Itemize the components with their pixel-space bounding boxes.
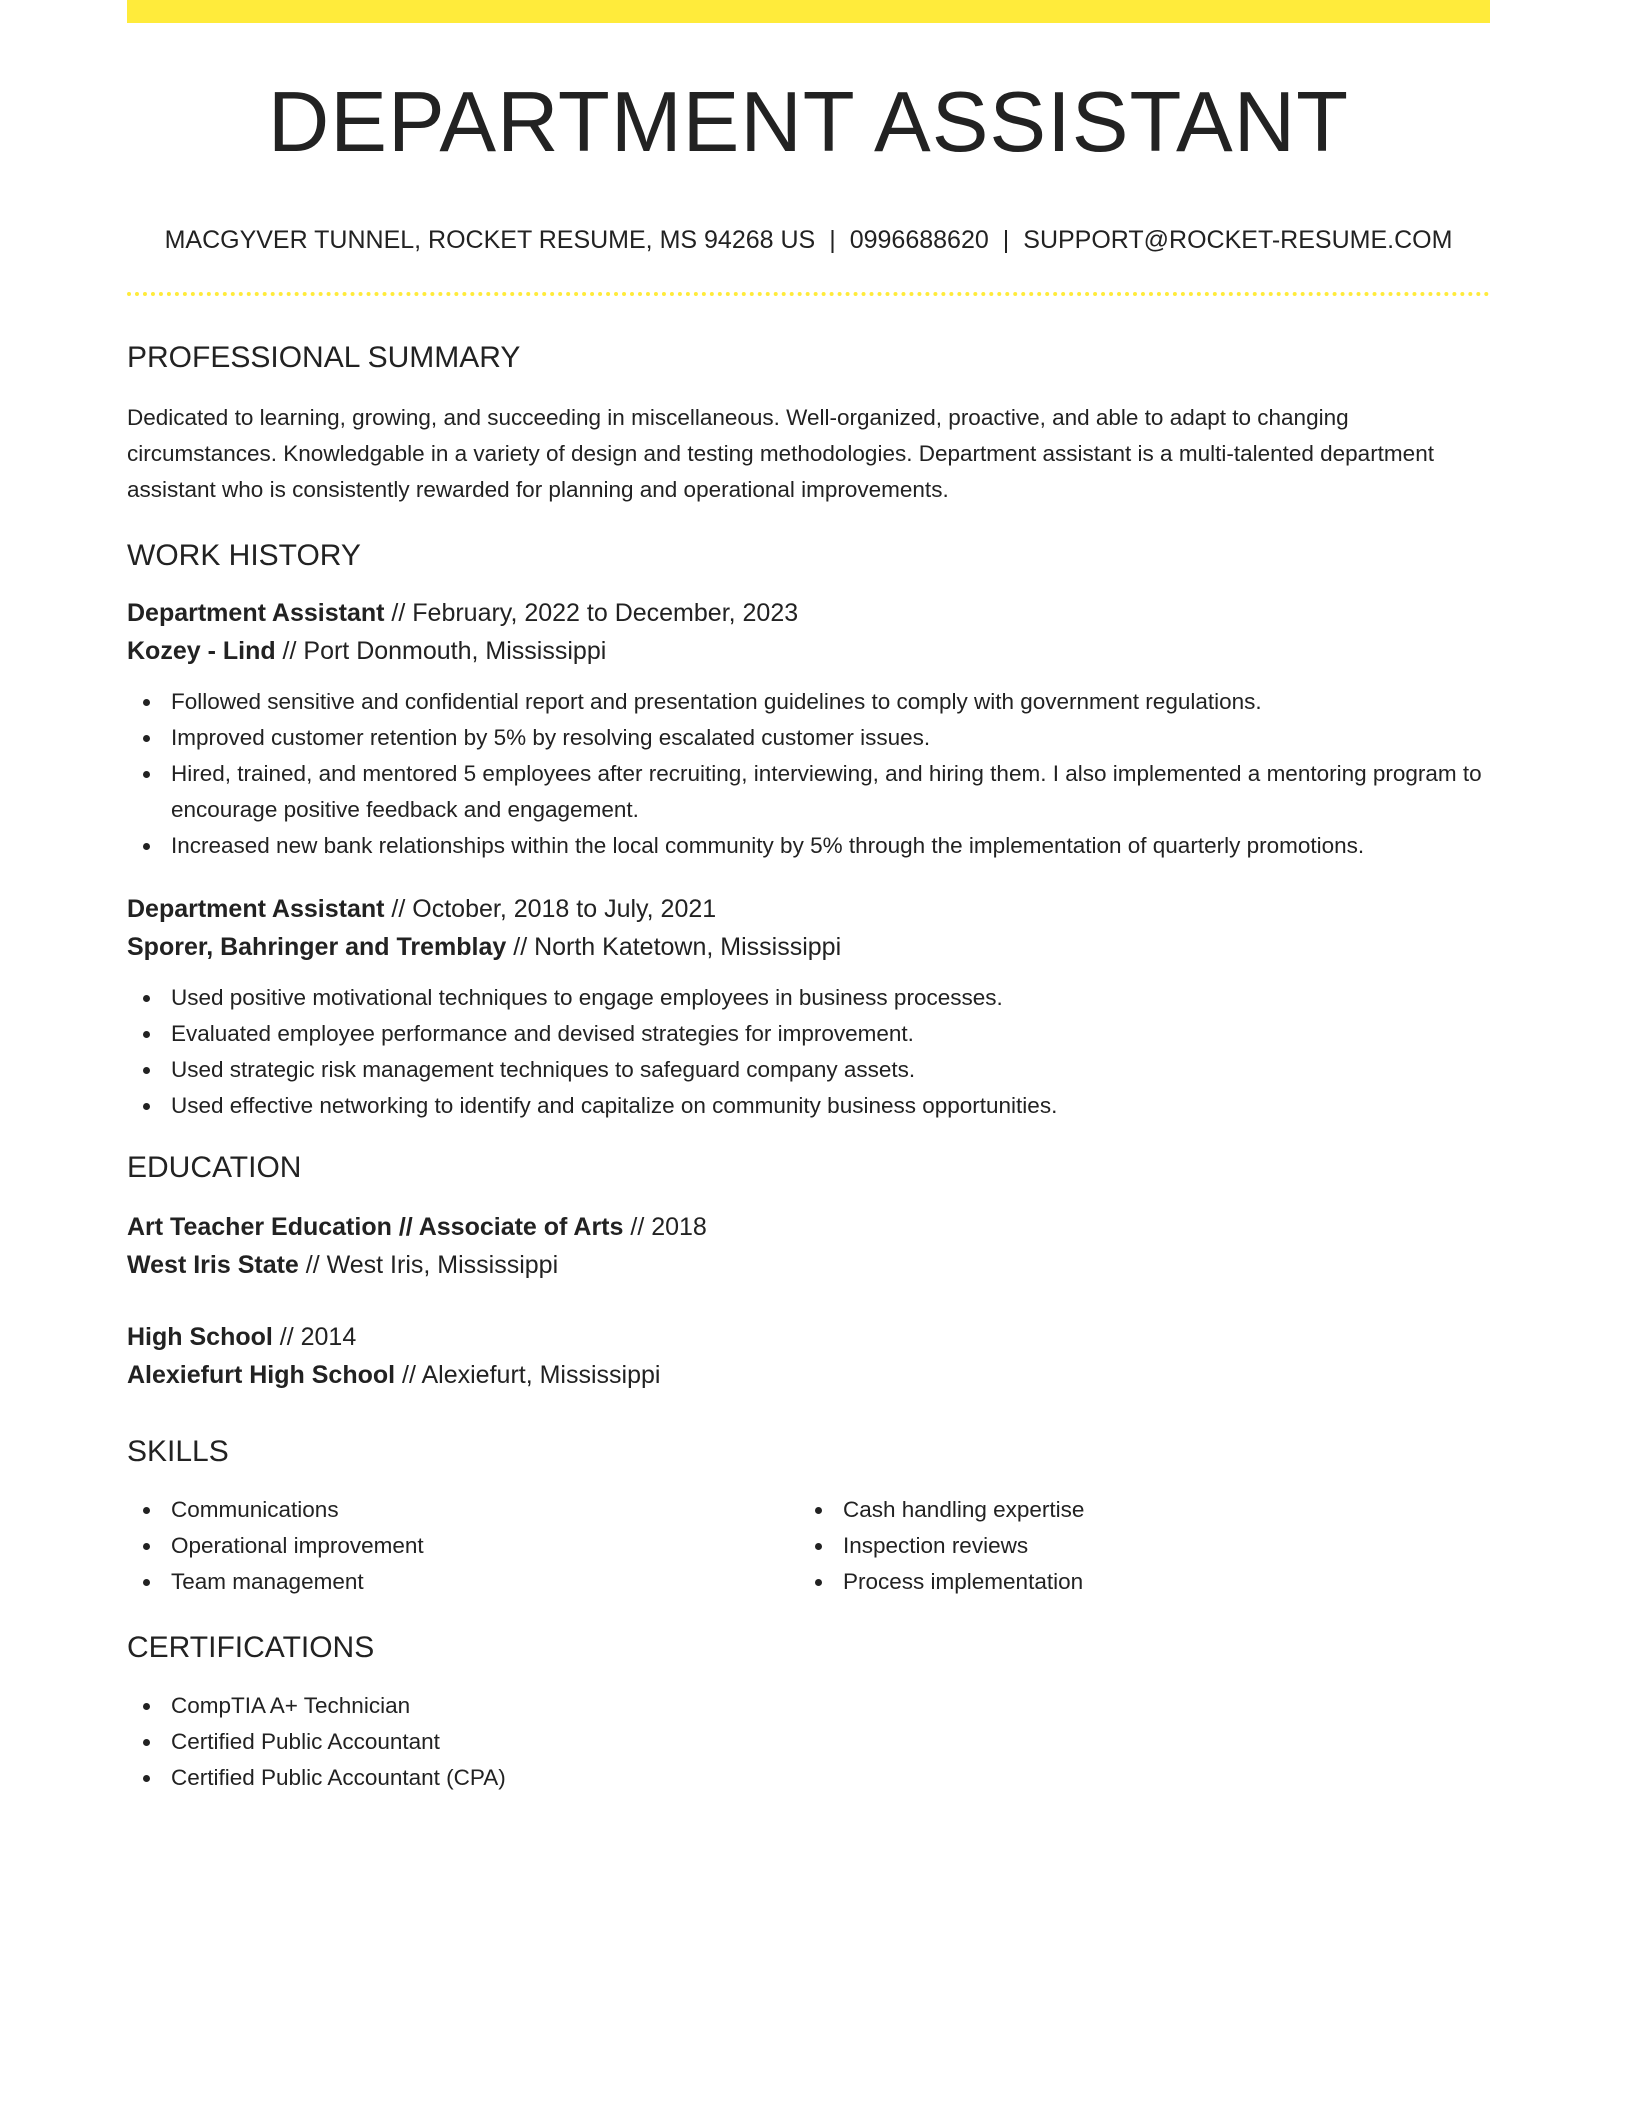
- contact-email: SUPPORT@ROCKET-RESUME.COM: [1023, 226, 1453, 254]
- contact-separator: |: [1002, 226, 1010, 254]
- certifications-heading: CERTIFICATIONS: [127, 1631, 375, 1664]
- skill-item: Cash handling expertise: [799, 1492, 1471, 1528]
- list-item: Used strategic risk management techniques to safeguard company assets.: [127, 1052, 1490, 1088]
- contact-line: [127, 225, 1490, 255]
- list-item: Improved customer retention by 5% by resolving escalated customer issues.: [127, 720, 1490, 756]
- job-dates: // October, 2018 to July, 2021: [384, 895, 717, 923]
- education-degree-line: [127, 1208, 1490, 1246]
- certification-item: CompTIA A+ Technician: [127, 1688, 1490, 1724]
- job-entry: [127, 890, 1490, 1124]
- resume-page: [127, 0, 1490, 1796]
- skills-heading: SKILLS: [127, 1435, 229, 1468]
- skills-left-column: [127, 1492, 799, 1600]
- education-heading: EDUCATION: [127, 1151, 302, 1184]
- skill-item: Inspection reviews: [799, 1528, 1471, 1564]
- certifications-list: [127, 1688, 1490, 1796]
- job-title: Department Assistant: [127, 599, 385, 627]
- education-degree: Art Teacher Education // Associate of Arts: [127, 1213, 624, 1241]
- education-school-line: [127, 1246, 1490, 1284]
- list-item: Hired, trained, and mentored 5 employees after recruiting, interviewing, and hiring them. I also implemented a mentoring program to encourage positive feedback and engagement.: [127, 756, 1490, 828]
- job-location: // North Katetown, Mississippi: [506, 933, 842, 961]
- job-company: Kozey - Lind: [127, 637, 276, 665]
- skills-right-column: [799, 1492, 1471, 1600]
- job-title: Department Assistant: [127, 895, 385, 923]
- work-history-heading: WORK HISTORY: [127, 539, 361, 572]
- job-company: Sporer, Bahringer and Tremblay: [127, 933, 507, 961]
- summary-text: Dedicated to learning, growing, and succeeding in miscellaneous. Well-organized, proactive, and able to adapt to changing circumstances. Knowledgable in a variety of design and testing methodologies. Department assistant is a multi-talented department assistant who is consistently rewarded for planning and operational improvements.: [127, 405, 1434, 502]
- resume-title: DEPARTMENT ASSISTANT: [267, 75, 1350, 170]
- job-company-line: [127, 928, 1490, 966]
- contact-phone: 0996688620: [849, 226, 989, 254]
- education-school-line: [127, 1356, 1490, 1394]
- education-year: // 2018: [623, 1213, 707, 1241]
- education-year: // 2014: [272, 1323, 357, 1351]
- list-item: Evaluated employee performance and devised strategies for improvement.: [127, 1016, 1490, 1052]
- job-company-line: [127, 632, 1490, 670]
- certification-item: Certified Public Accountant (CPA): [127, 1760, 1490, 1796]
- list-item: Used effective networking to identify and capitalize on community business opportunities.: [127, 1088, 1490, 1124]
- education-location: // Alexiefurt, Mississippi: [395, 1361, 661, 1389]
- contact-address: MACGYVER TUNNEL, ROCKET RESUME, MS 94268 US: [164, 226, 816, 254]
- job-title-line: [127, 890, 1490, 928]
- education-location: // West Iris, Mississippi: [298, 1251, 559, 1279]
- accent-top-bar: [127, 0, 1490, 23]
- skill-item: Operational improvement: [127, 1528, 799, 1564]
- list-item: Used positive motivational techniques to engage employees in business processes.: [127, 980, 1490, 1016]
- skill-item: Communications: [127, 1492, 799, 1528]
- contact-separator: |: [829, 226, 836, 254]
- education-entry: [127, 1208, 1490, 1284]
- job-location: // Port Donmouth, Mississippi: [275, 637, 607, 665]
- job-entry: [127, 594, 1490, 864]
- job-title-line: [127, 594, 1490, 632]
- skill-item: Team management: [127, 1564, 799, 1600]
- education-entry: [127, 1318, 1490, 1394]
- summary-heading: PROFESSIONAL SUMMARY: [127, 341, 521, 374]
- education-school: Alexiefurt High School: [127, 1361, 396, 1389]
- skill-item: Process implementation: [799, 1564, 1471, 1600]
- job-dates: // February, 2022 to December, 2023: [384, 599, 799, 627]
- education-degree-line: [127, 1318, 1490, 1356]
- certification-item: Certified Public Accountant: [127, 1724, 1490, 1760]
- education-degree: High School: [127, 1323, 273, 1351]
- list-item: Followed sensitive and confidential report and presentation guidelines to comply with government regulations.: [127, 684, 1490, 720]
- list-item: Increased new bank relationships within the local community by 5% through the implementation of quarterly promotions.: [127, 828, 1490, 864]
- job-bullets: [127, 980, 1490, 1124]
- skills-grid: [127, 1492, 1490, 1600]
- education-school: West Iris State: [127, 1251, 299, 1279]
- job-bullets: [127, 684, 1490, 864]
- dotted-divider: [127, 292, 1490, 296]
